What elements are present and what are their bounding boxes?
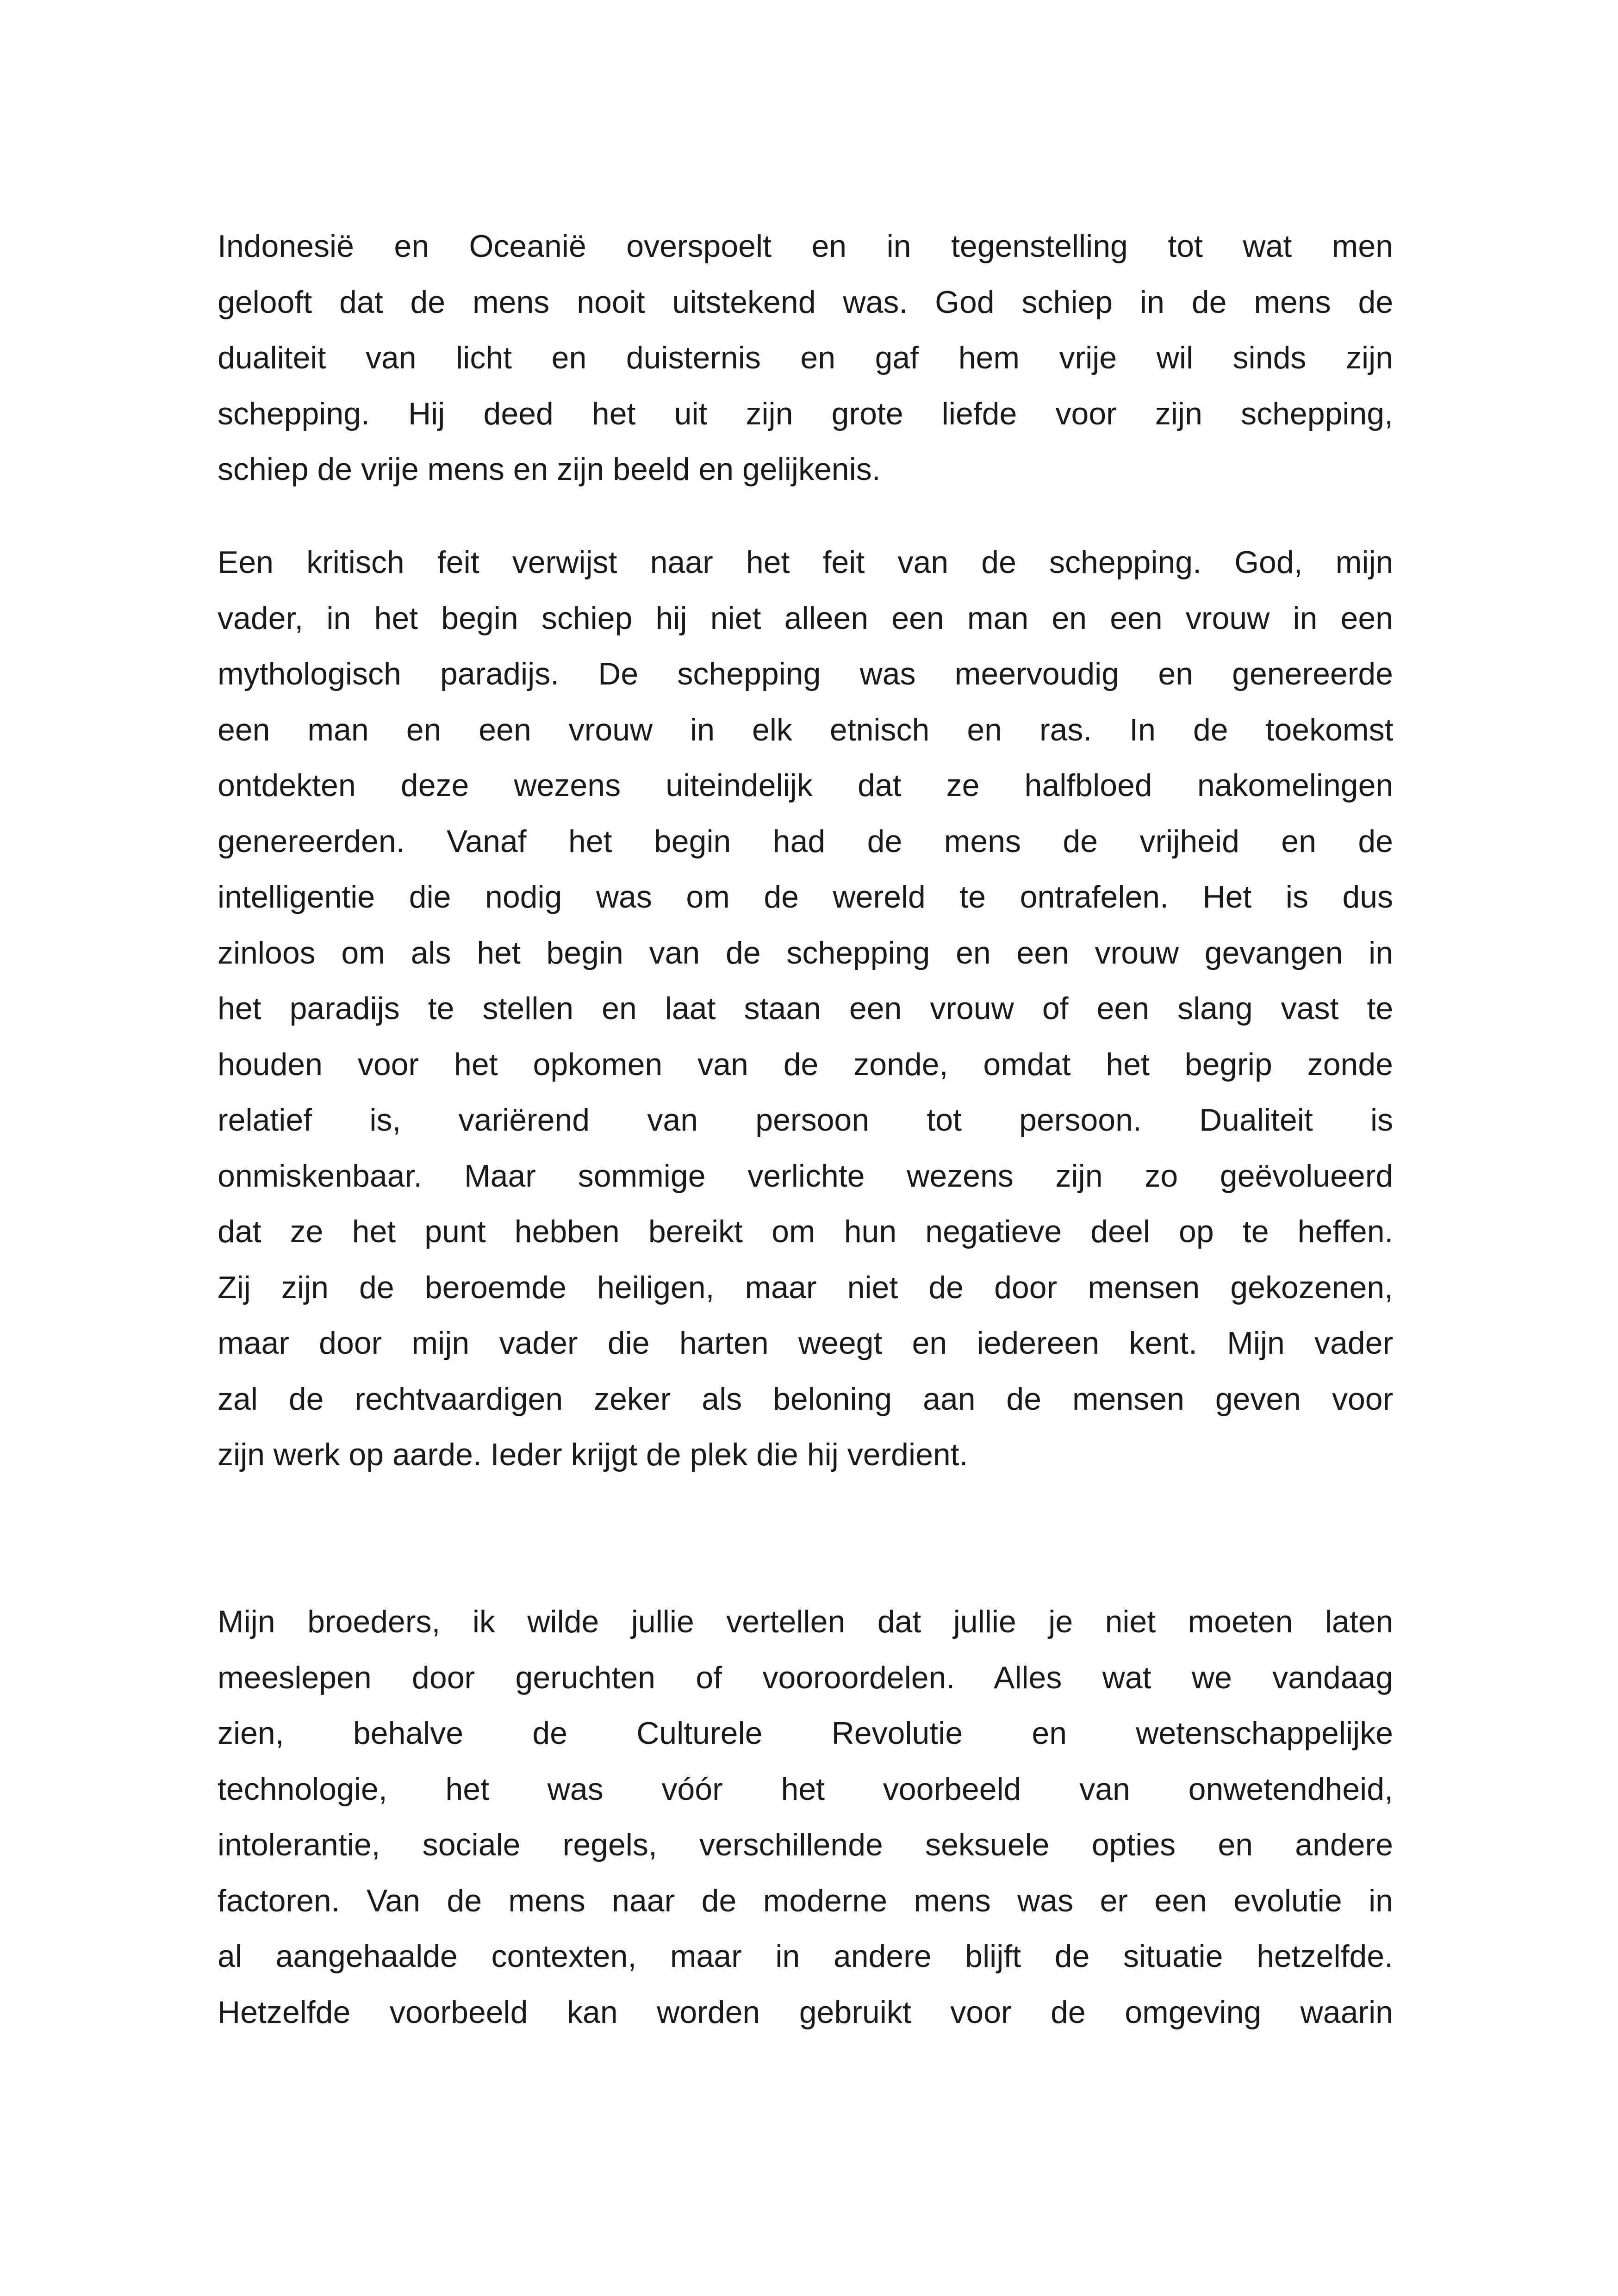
text-line: zien, behalve de Culturele Revolutie en wetenschappelijke bbox=[218, 1716, 1393, 1751]
text-line: intelligentie die nodig was om de wereld te ontrafelen. Het is dus bbox=[218, 879, 1394, 915]
paragraph-2 bbox=[218, 535, 1393, 1483]
text-line: onmiskenbaar. Maar sommige verlichte wezens zijn zo geëvolueerd bbox=[218, 1158, 1394, 1194]
text-line: intolerantie, sociale regels, verschillende seksuele opties en andere bbox=[218, 1827, 1393, 1862]
text-line: schiep de vrije mens en zijn beeld en gelijkenis. bbox=[218, 452, 881, 487]
text-line: het paradijs te stellen en laat staan een vrouw of een slang vast te bbox=[218, 991, 1394, 1026]
text-line: schepping. Hij deed het uit zijn grote liefde voor zijn schepping, bbox=[218, 396, 1393, 431]
paragraph-1 bbox=[218, 218, 1393, 498]
text-line: vader, in het begin schiep hij niet alleen een man en een vrouw in een bbox=[218, 600, 1393, 636]
text-line: gelooft dat de mens nooit uitstekend was. God schiep in de mens de bbox=[218, 284, 1394, 320]
text-line: houden voor het opkomen van de zonde, omdat het begrip zonde bbox=[218, 1046, 1393, 1082]
text-line: dat ze het punt hebben bereikt om hun negatieve deel op te heffen. bbox=[218, 1214, 1394, 1249]
text-line: factoren. Van de mens naar de moderne mens was er een evolutie in bbox=[218, 1883, 1393, 1918]
text-line: Zij zijn de beroemde heiligen, maar niet de door mensen gekozenen, bbox=[218, 1269, 1393, 1305]
text-line: zal de rechtvaardigen zeker als beloning aan de mensen geven voor bbox=[218, 1381, 1394, 1417]
text-line: al aangehaalde contexten, maar in andere blijft de situatie hetzelfde. bbox=[218, 1939, 1393, 1974]
paragraph-3 bbox=[218, 1594, 1393, 2040]
text-line: Hetzelfde voorbeeld kan worden gebruikt voor de omgeving waarin bbox=[218, 1994, 1393, 2030]
text-line: ontdekten deze wezens uiteindelijk dat ze halfbloed nakomelingen bbox=[218, 768, 1394, 803]
text-line: mythologisch paradijs. De schepping was meervoudig en genereerde bbox=[218, 656, 1393, 691]
text-line: maar door mijn vader die harten weegt en iedereen kent. Mijn vader bbox=[218, 1325, 1394, 1361]
text-line: genereerden. Vanaf het begin had de mens de vrijheid en de bbox=[218, 823, 1393, 859]
text-line: dualiteit van licht en duisternis en gaf hem vrije wil sinds zijn bbox=[218, 340, 1393, 375]
text-line: technologie, het was vóór het voorbeeld van onwetendheid, bbox=[218, 1771, 1393, 1807]
text-line: Indonesië en Oceanië overspoelt en in tegenstelling tot wat men bbox=[218, 229, 1393, 264]
text-line: Een kritisch feit verwijst naar het feit van de schepping. God, mijn bbox=[218, 545, 1394, 580]
text-line: een man en een vrouw in elk etnisch en ras. In de toekomst bbox=[218, 712, 1394, 747]
text-line: zinloos om als het begin van de schepping en een vrouw gevangen in bbox=[218, 935, 1394, 971]
text-line: meeslepen door geruchten of vooroordelen. Alles wat we vandaag bbox=[218, 1660, 1394, 1695]
text-line: zijn werk op aarde. Ieder krijgt de plek die hij verdient. bbox=[218, 1437, 968, 1472]
text-line: relatief is, variërend van persoon tot persoon. Dualiteit is bbox=[218, 1102, 1394, 1138]
text-line: Mijn broeders, ik wilde jullie vertellen dat jullie je niet moeten laten bbox=[218, 1604, 1394, 1639]
